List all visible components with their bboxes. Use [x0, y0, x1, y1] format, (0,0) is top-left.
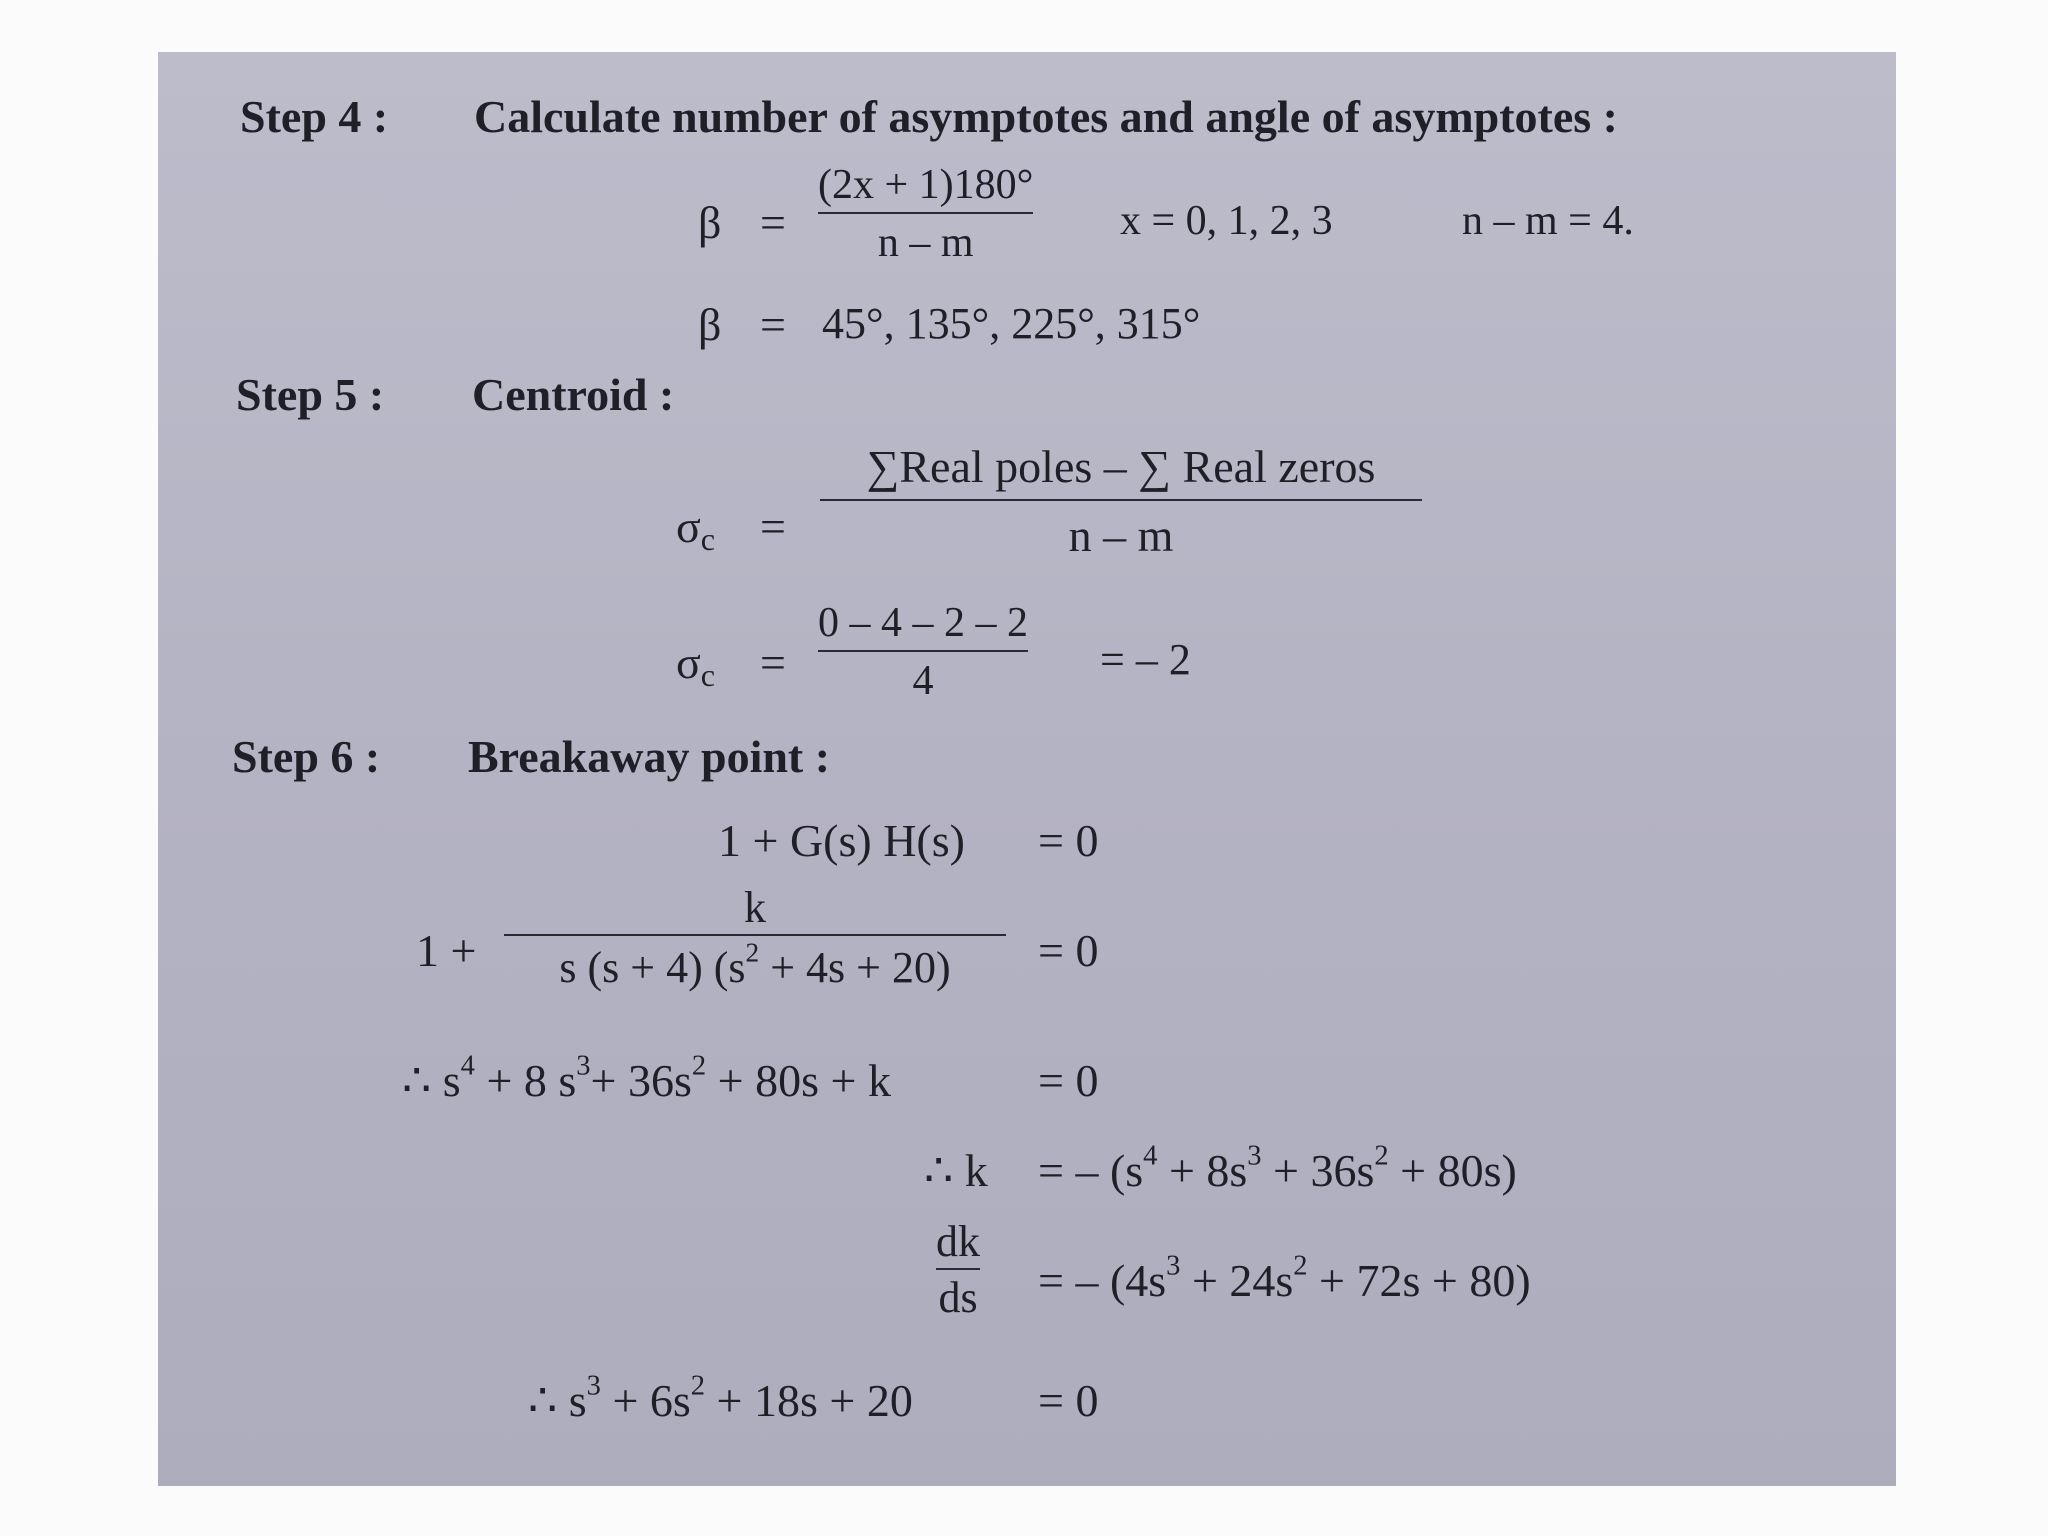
dkds-part: + 72s + 80) [1307, 1255, 1531, 1306]
poly-eq [402, 1050, 891, 1106]
sigma-subscript: c [700, 521, 716, 558]
sigma-c-1 [676, 501, 716, 558]
beta-equals-2: = [760, 299, 786, 350]
gh-den-part-a: s (s + 4) (s [559, 943, 746, 993]
sigma-symbol: σ [676, 637, 701, 688]
poly-exp: 4 [460, 1050, 475, 1082]
beta-equals: = [760, 197, 786, 248]
dk-ds-fraction [936, 1218, 980, 1323]
cubic-rhs: = 0 [1038, 1375, 1099, 1426]
char-eq-lhs: 1 + G(s) H(s) [718, 815, 965, 866]
gh-denominator [559, 937, 951, 993]
k-rhs-exp: 2 [1374, 1140, 1389, 1172]
dkds-rhs [1038, 1250, 1531, 1306]
one-plus: 1 + [416, 925, 477, 976]
step4-label: Step 4 : [240, 91, 389, 142]
centroid-calc [818, 600, 1028, 704]
step5-title: Centroid : [472, 369, 675, 420]
centroid-formula [820, 442, 1422, 561]
poly-exp: 3 [576, 1050, 591, 1082]
gh-fraction [504, 884, 1006, 993]
poly-part: + 8 s [474, 1055, 577, 1106]
k-rhs-part: + 8s [1157, 1145, 1248, 1196]
beta-symbol-2: β [698, 299, 722, 350]
gh-rhs: = 0 [1038, 925, 1099, 976]
k-rhs-part: = – (s [1038, 1145, 1144, 1196]
k-rhs-part: + 36s [1261, 1145, 1375, 1196]
step6-label: Step 6 : [232, 731, 381, 782]
centroid-calc-denominator: 4 [912, 658, 934, 705]
fraction-bar [818, 212, 1033, 214]
sigma-subscript: c [700, 657, 716, 694]
dkds-part: = – (4s [1038, 1255, 1167, 1306]
sigma-equals-1: = [760, 501, 786, 552]
k-rhs [1038, 1140, 1517, 1196]
beta-symbol: β [698, 197, 722, 248]
cubic-part: + 6s [600, 1375, 691, 1426]
beta-denominator: n – m [877, 220, 974, 267]
ds: ds [938, 1273, 978, 1323]
fraction-bar [936, 1268, 980, 1270]
n-minus-m: n – m = 4. [1462, 198, 1634, 244]
step5-label: Step 5 : [236, 369, 385, 420]
cubic-eq [528, 1370, 913, 1426]
poly-rhs: = 0 [1038, 1055, 1099, 1106]
k-rhs-part: + 80s) [1388, 1145, 1517, 1196]
beta-fraction [818, 162, 1033, 266]
cubic-part: + 18s + 20 [705, 1375, 913, 1426]
cubic-exp: 3 [586, 1370, 601, 1402]
fraction-bar [820, 499, 1422, 501]
k-lhs: ∴ k [924, 1145, 988, 1196]
sigma-symbol: σ [676, 501, 701, 552]
textbook-page [158, 52, 1896, 1486]
centroid-denominator: n – m [1068, 509, 1174, 561]
centroid-result: = – 2 [1100, 635, 1191, 684]
gh-den-exponent: 2 [745, 937, 760, 968]
k-rhs-exp: 3 [1247, 1140, 1262, 1172]
cubic-part: ∴ s [528, 1375, 587, 1426]
centroid-numerator: ∑Real poles – ∑ Real zeros [866, 441, 1376, 492]
gh-den-part-b: + 4s + 20) [759, 943, 951, 993]
x-values: x = 0, 1, 2, 3 [1120, 198, 1333, 244]
cubic-exp: 2 [690, 1370, 706, 1402]
sigma-equals-2: = [760, 637, 786, 688]
dk: dk [936, 1217, 980, 1266]
fraction-bar [818, 650, 1028, 652]
k-rhs-exp: 4 [1143, 1140, 1158, 1172]
beta-values: 45°, 135°, 225°, 315° [822, 299, 1201, 348]
poly-part: ∴ s [402, 1055, 461, 1106]
dkds-exp: 2 [1293, 1250, 1308, 1282]
poly-part: + 36s [590, 1055, 692, 1106]
dkds-exp: 3 [1166, 1250, 1181, 1282]
gh-numerator: k [744, 883, 766, 932]
sigma-c-2 [676, 637, 716, 694]
centroid-calc-numerator: 0 – 4 – 2 – 2 [818, 600, 1028, 646]
fraction-bar [504, 934, 1006, 936]
poly-exp: 2 [691, 1050, 707, 1082]
beta-numerator: (2x + 1)180° [818, 162, 1034, 208]
step4-title: Calculate number of asymptotes and angle of asymptotes : [474, 91, 1619, 142]
step6-title: Breakaway point : [468, 731, 831, 782]
char-eq-rhs: = 0 [1038, 815, 1099, 866]
poly-part: + 80s + k [706, 1055, 891, 1106]
dkds-part: + 24s [1180, 1255, 1294, 1306]
